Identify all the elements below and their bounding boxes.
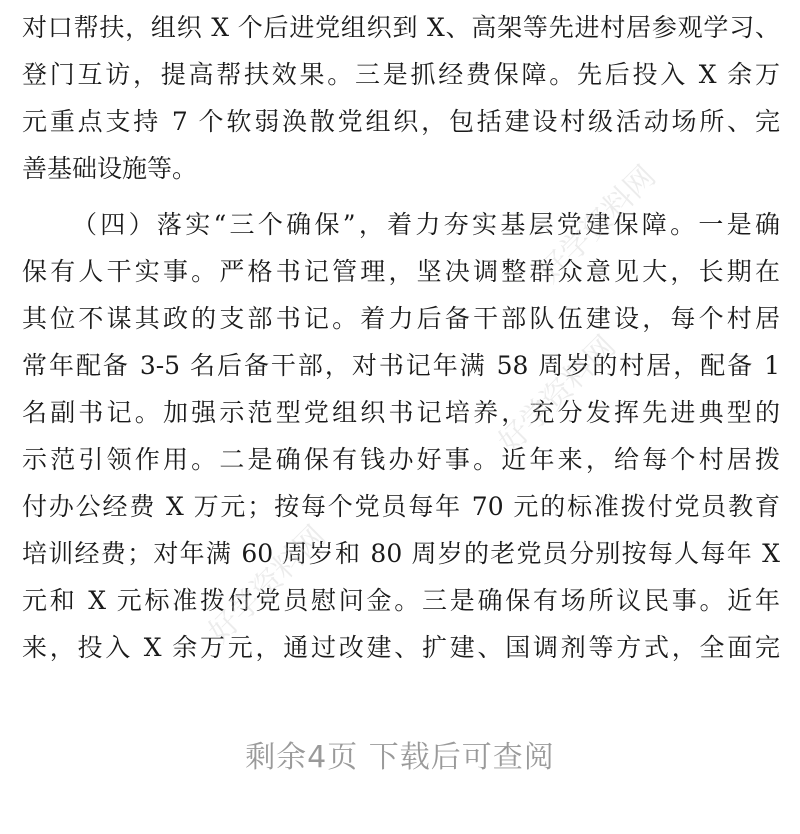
body-line: 名副书记。加强示范型党组织书记培养，充分发挥先进典型的: [22, 398, 780, 427]
body-line: 元重点支持 7 个软弱涣散党组织，包括建设村级活动场所、完: [22, 107, 780, 136]
body-line: 登门互访，提高帮扶效果。三是抓经费保障。先后投入 X 余万: [22, 60, 780, 89]
body-line: 示范引领作用。二是确保有钱办好事。近年来，给每个村居拨: [22, 445, 780, 474]
watermark: 好学资料网: [492, 329, 623, 460]
watermark: 好学资料网: [202, 519, 333, 650]
watermark: 好学资料网: [532, 159, 663, 290]
body-line: 善基础设施等。: [22, 154, 198, 183]
section-heading-line: （四）落实“三个确保”，着力夯实基层党建保障。一是确: [72, 210, 780, 239]
remaining-pages-label[interactable]: 剩余4页 下载后可查阅: [245, 740, 555, 775]
body-line: 其位不谋其政的支部书记。着力后备干部队伍建设，每个村居: [22, 304, 780, 333]
body-line: 保有人干实事。严格书记管理，坚决调整群众意见大，长期在: [22, 257, 780, 286]
body-line: 元和 X 元标准拨付党员慰问金。三是确保有场所议民事。近年: [22, 586, 780, 615]
body-line: 培训经费；对年满 60 周岁和 80 周岁的老党员分别按每人每年 X: [22, 539, 780, 568]
remaining-pages-banner[interactable]: [0, 700, 800, 834]
body-line: 常年配备 3-5 名后备干部，对书记年满 58 周岁的村居，配备 1: [22, 351, 780, 380]
body-line: 来，投入 X 余万元，通过改建、扩建、国调剂等方式，全面完: [22, 633, 780, 662]
body-line: 对口帮扶，组织 X 个后进党组织到 X、高架等先进村居参观学习、: [22, 13, 780, 42]
body-line: 付办公经费 X 万元；按每个党员每年 70 元的标准拨付党员教育: [22, 492, 780, 521]
